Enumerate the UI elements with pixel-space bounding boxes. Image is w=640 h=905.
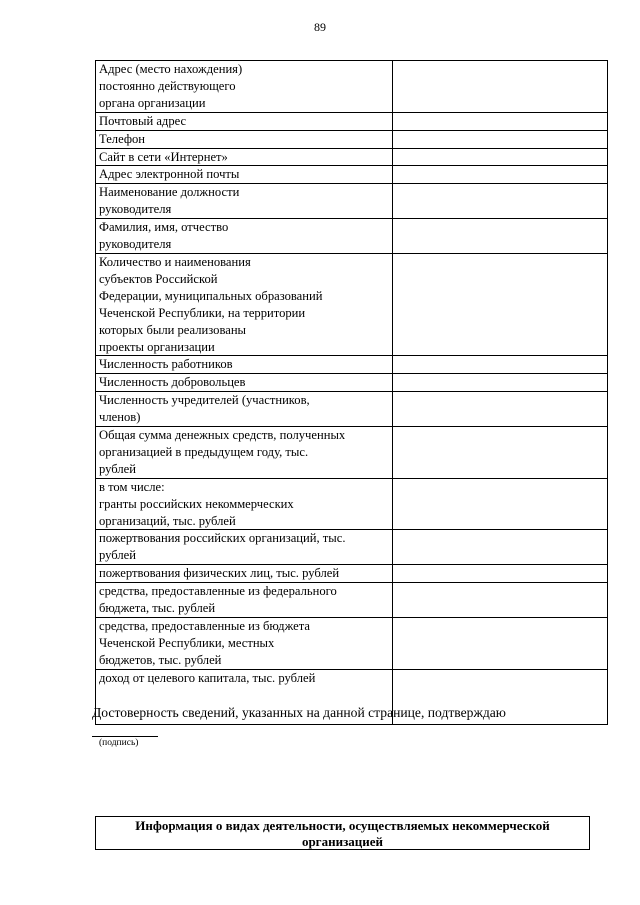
field-label-line: Чеченской Республики, местных <box>99 635 275 650</box>
section-header-line-2: организацией <box>301 833 384 849</box>
organization-info-table <box>95 60 608 725</box>
field-label-line: Количество и наименования <box>99 254 251 269</box>
table-row <box>96 219 608 254</box>
field-label-line: органа организации <box>99 95 206 110</box>
field-label-cell <box>96 166 393 184</box>
field-label-line: пожертвования российских организаций, тыс. <box>99 531 346 546</box>
field-value-cell[interactable] <box>393 148 608 166</box>
field-label-cell <box>96 565 393 583</box>
field-value-cell[interactable] <box>393 374 608 392</box>
table-row <box>96 130 608 148</box>
field-value-cell[interactable] <box>393 166 608 184</box>
table-row <box>96 61 608 113</box>
field-label-line: пожертвования физических лиц, тыс. рублей <box>99 566 340 581</box>
field-label-line: Численность учредителей (участников, <box>99 393 310 408</box>
table-row <box>96 427 608 479</box>
field-label-line: Почтовый адрес <box>99 113 187 128</box>
field-label-cell <box>96 112 393 130</box>
field-label-line: проекты организации <box>99 339 215 354</box>
field-label-line: организацией в предыдущем году, тыс. <box>99 444 309 459</box>
field-value-cell[interactable] <box>393 530 608 565</box>
field-label-line: бюджета, тыс. рублей <box>99 601 216 616</box>
field-value-cell[interactable] <box>393 356 608 374</box>
field-value-cell[interactable] <box>393 583 608 618</box>
field-value-cell[interactable] <box>393 61 608 113</box>
field-label-line: Наименование должности <box>99 185 240 200</box>
table-body <box>96 61 608 725</box>
activity-info-section-header <box>95 816 590 850</box>
field-value-cell[interactable] <box>393 253 608 355</box>
field-label-cell <box>96 374 393 392</box>
table-row <box>96 148 608 166</box>
table-row <box>96 253 608 355</box>
field-label-line: Телефон <box>99 131 146 146</box>
field-label-line: рублей <box>99 548 136 563</box>
field-label-line: постоянно действующего <box>99 78 236 93</box>
field-label-line: Адрес (место нахождения) <box>99 62 243 76</box>
field-value-cell[interactable] <box>393 618 608 670</box>
confirmation-text: Достоверность сведений, указанных на данной странице, подтверждаю <box>92 705 506 720</box>
field-value-cell[interactable] <box>393 112 608 130</box>
field-label-line: гранты российских некоммерческих <box>99 496 294 511</box>
field-label-line: членов) <box>99 410 141 425</box>
field-label-line: руководителя <box>99 202 172 217</box>
field-label-line: Федерации, муниципальных образований <box>99 288 323 303</box>
field-label-cell <box>96 219 393 254</box>
field-label-line: рублей <box>99 461 136 476</box>
field-label-cell <box>96 148 393 166</box>
table-row <box>96 618 608 670</box>
field-label-line: субъектов Российской <box>99 271 218 286</box>
field-label-line: бюджетов, тыс. рублей <box>99 652 222 667</box>
field-value-cell[interactable] <box>393 565 608 583</box>
field-label-line: Чеченской Республики, на территории <box>99 305 306 320</box>
section-header-line-1: Информация о видах деятельности, осуществляемых некоммерческой <box>135 818 550 833</box>
field-value-cell[interactable] <box>393 392 608 427</box>
field-value-cell[interactable] <box>393 130 608 148</box>
field-label-cell <box>96 478 393 530</box>
field-label-cell <box>96 184 393 219</box>
field-label-line: Фамилия, имя, отчество <box>99 220 229 235</box>
field-label-line: Сайт в сети «Интернет» <box>99 149 228 164</box>
field-value-cell[interactable] <box>393 478 608 530</box>
field-value-cell[interactable] <box>393 427 608 479</box>
field-label-line: Численность добровольцев <box>99 375 246 390</box>
field-label-line: в том числе: <box>99 479 165 494</box>
field-label-line: организаций, тыс. рублей <box>99 513 236 528</box>
field-label-line: Общая сумма денежных средств, полученных <box>99 428 346 443</box>
field-label-cell <box>96 392 393 427</box>
field-label-cell <box>96 530 393 565</box>
table-row <box>96 356 608 374</box>
field-label-cell <box>96 130 393 148</box>
field-label-cell <box>96 253 393 355</box>
field-label-line: которых были реализованы <box>99 322 247 337</box>
field-value-cell[interactable] <box>393 184 608 219</box>
table-row <box>96 184 608 219</box>
table-row <box>96 478 608 530</box>
field-label-cell <box>96 427 393 479</box>
page-number: 89 <box>314 20 326 34</box>
table-row <box>96 166 608 184</box>
field-label-line: доход от целевого капитала, тыс. рублей <box>99 670 316 685</box>
field-label-cell <box>96 583 393 618</box>
table-row <box>96 565 608 583</box>
table-row <box>96 112 608 130</box>
field-label-cell <box>96 61 393 113</box>
table-row <box>96 374 608 392</box>
field-label-cell <box>96 618 393 670</box>
table-row <box>96 392 608 427</box>
field-label-line: Численность работников <box>99 357 233 372</box>
signature-caption: (подпись) <box>99 738 139 748</box>
field-label-line: руководителя <box>99 237 172 252</box>
field-value-cell[interactable] <box>393 219 608 254</box>
field-label-cell <box>96 356 393 374</box>
field-label-line: Адрес электронной почты <box>99 167 240 182</box>
field-label-line: средства, предоставленные из федерального <box>99 584 337 599</box>
table-row <box>96 583 608 618</box>
table-row <box>96 530 608 565</box>
signature-line <box>92 736 158 737</box>
field-label-line: средства, предоставленные из бюджета <box>99 619 310 633</box>
